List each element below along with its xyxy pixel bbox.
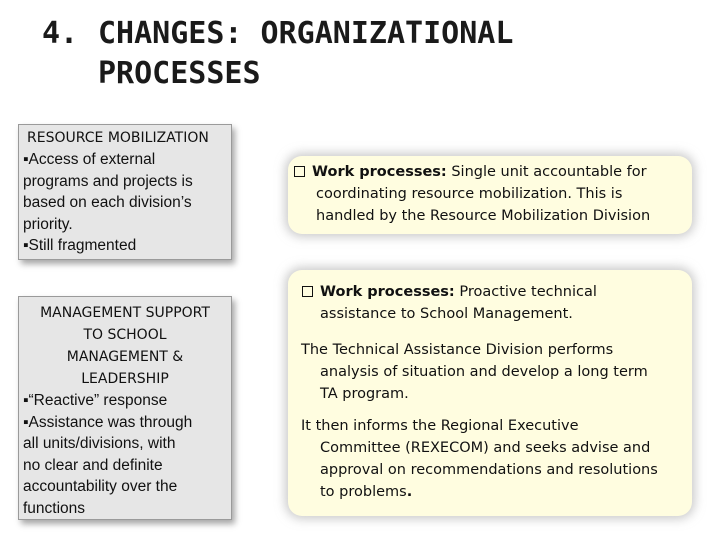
bold-label: Work processes: <box>320 284 455 300</box>
bullet-line: accountability over the <box>23 478 178 495</box>
bullet-line: priority. <box>23 215 73 233</box>
checkbox-bullet-icon <box>302 286 313 297</box>
paragraph-line: TA program. <box>320 386 409 402</box>
paragraph-first-line: The Technical Assistance Division performs <box>301 342 614 358</box>
bullet-line: no clear and definite <box>23 456 163 474</box>
bullet-line: functions <box>23 499 86 517</box>
page-title <box>42 14 682 94</box>
paragraph-line <box>302 481 692 503</box>
title-line1: CHANGES: ORGANIZATIONAL <box>98 16 514 51</box>
bullet-line: ▪Assistance was through <box>23 413 193 431</box>
bullet-list <box>19 390 231 519</box>
title-number: 4. <box>42 16 79 51</box>
title-line2: PROCESSES <box>98 56 261 91</box>
bullet-line: ▪Still fragmented <box>23 237 137 254</box>
heading-line: TO SCHOOL <box>83 327 167 343</box>
paragraph-line: Committee (REXECOM) and seeks advise and <box>320 440 651 456</box>
resource-mobilization-box <box>18 124 232 260</box>
paragraph-line: analysis of situation and develop a long term <box>320 364 648 380</box>
checkbox-bullet-icon <box>294 166 305 177</box>
continuation-line: handled by the Resource Mobilization Division <box>316 208 651 224</box>
line-text: Single unit accountable for <box>446 164 647 180</box>
work-process-line <box>302 281 692 303</box>
bold-period: . <box>406 484 413 500</box>
work-processes-box-2 <box>288 270 692 516</box>
paragraph-line: approval on recommendations and resolutions <box>320 462 658 478</box>
work-processes-box-1 <box>288 156 692 234</box>
heading-line: LEADERSHIP <box>81 371 169 387</box>
bullet-line: ▪Access of external <box>23 151 156 168</box>
box-heading: RESOURCE MOBILIZATION <box>27 130 209 146</box>
bullet-line: based on each division’s <box>23 194 192 211</box>
bullet-line: ▪“Reactive” response <box>23 392 168 409</box>
box-heading <box>19 297 231 390</box>
work-process-line <box>294 161 692 183</box>
bullet-line: all units/divisions, with <box>23 435 176 452</box>
continuation-line: coordinating resource mobilization. This is <box>316 186 623 202</box>
bullet-line: programs and projects is <box>23 172 193 190</box>
paragraph-first-line: It then informs the Regional Executive <box>301 418 579 434</box>
continuation-line: assistance to School Management. <box>320 306 573 322</box>
management-support-box <box>18 296 232 520</box>
bullet-list <box>19 149 231 257</box>
heading-line: MANAGEMENT SUPPORT <box>40 305 210 321</box>
bold-label: Work processes: <box>312 164 447 180</box>
line-text: Proactive technical <box>454 284 597 300</box>
heading-line: MANAGEMENT & <box>66 349 184 365</box>
paragraph-text: to problems <box>320 484 407 500</box>
